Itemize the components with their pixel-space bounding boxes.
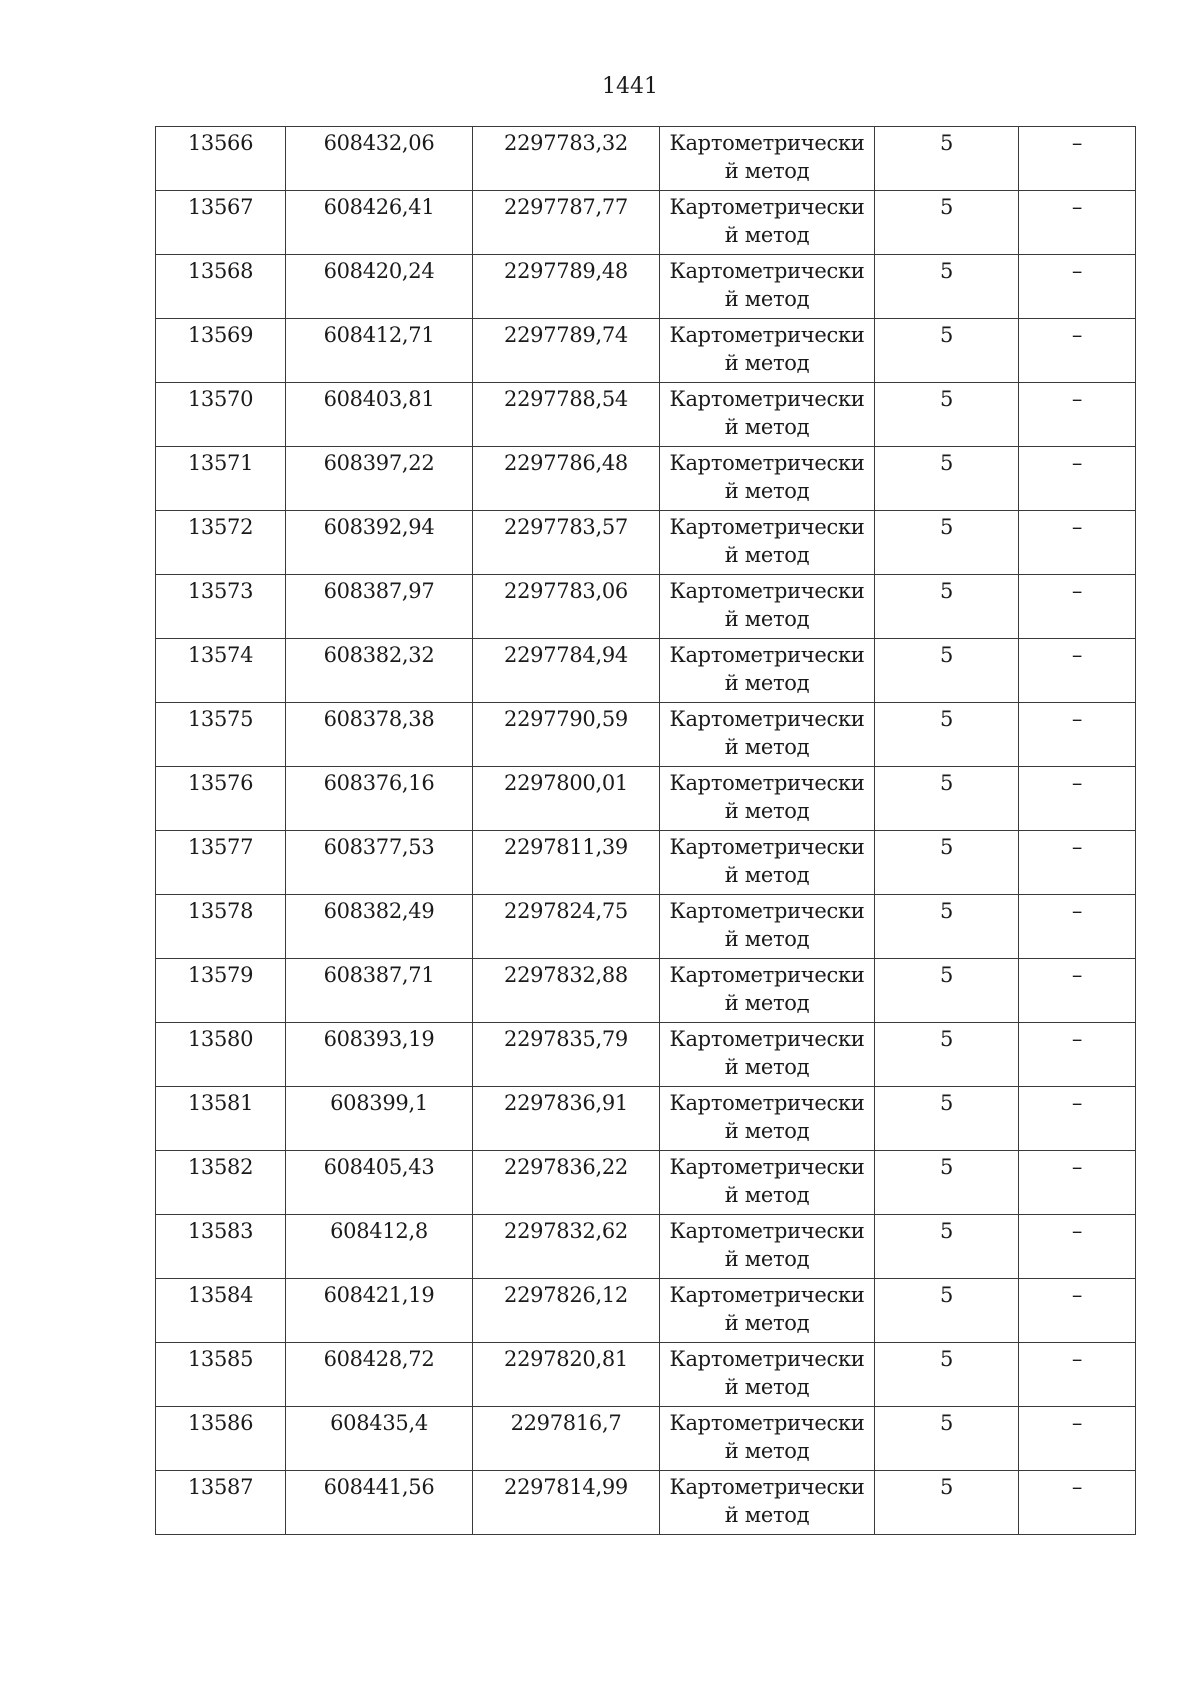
point-number-cell-text: 13578 — [187, 899, 254, 923]
point-number-cell — [156, 895, 286, 959]
x-coordinate-cell-text: 608397,22 — [323, 451, 435, 475]
y-coordinate-cell-text: 2297811,39 — [504, 835, 628, 859]
x-coordinate-cell — [286, 959, 473, 1023]
accuracy-cell-text: 5 — [939, 323, 954, 347]
method-cell-text: Картометрически й метод — [669, 1027, 865, 1079]
y-coordinate-cell — [473, 575, 660, 639]
point-number-cell — [156, 447, 286, 511]
point-number-cell — [156, 767, 286, 831]
point-number-cell-text: 13583 — [187, 1219, 254, 1243]
point-number-cell — [156, 1087, 286, 1151]
x-coordinate-cell — [286, 1279, 473, 1343]
y-coordinate-cell — [473, 959, 660, 1023]
point-number-cell — [156, 319, 286, 383]
y-coordinate-cell — [473, 1471, 660, 1535]
point-number-cell-text: 13577 — [187, 835, 254, 859]
accuracy-cell-text: 5 — [939, 1411, 954, 1435]
point-number-cell — [156, 127, 286, 191]
y-coordinate-cell — [473, 383, 660, 447]
method-cell — [660, 575, 875, 639]
y-coordinate-cell — [473, 319, 660, 383]
method-cell-text: Картометрически й метод — [669, 387, 865, 439]
method-cell — [660, 511, 875, 575]
x-coordinate-cell-text: 608441,56 — [323, 1475, 435, 1499]
accuracy-cell — [875, 1279, 1019, 1343]
point-number-cell-text: 13581 — [187, 1091, 254, 1115]
accuracy-cell — [875, 511, 1019, 575]
y-coordinate-cell-text: 2297836,22 — [504, 1155, 628, 1179]
coordinates-table — [155, 126, 1136, 1535]
accuracy-cell-text: 5 — [939, 1219, 954, 1243]
x-coordinate-cell — [286, 895, 473, 959]
point-number-cell — [156, 1279, 286, 1343]
note-cell — [1019, 127, 1136, 191]
table-row — [156, 383, 1136, 447]
note-cell-text: – — [1071, 195, 1083, 219]
method-cell — [660, 639, 875, 703]
point-number-cell — [156, 255, 286, 319]
point-number-cell-text: 13574 — [187, 643, 254, 667]
point-number-cell-text: 13576 — [187, 771, 254, 795]
y-coordinate-cell-text: 2297814,99 — [504, 1475, 628, 1499]
accuracy-cell-text: 5 — [939, 1155, 954, 1179]
accuracy-cell-text: 5 — [939, 899, 954, 923]
accuracy-cell-text: 5 — [939, 963, 954, 987]
note-cell-text: – — [1071, 1155, 1083, 1179]
accuracy-cell — [875, 191, 1019, 255]
y-coordinate-cell — [473, 1407, 660, 1471]
coordinates-table-body — [156, 127, 1136, 1535]
note-cell — [1019, 1279, 1136, 1343]
x-coordinate-cell — [286, 703, 473, 767]
x-coordinate-cell — [286, 1343, 473, 1407]
y-coordinate-cell-text: 2297835,79 — [504, 1027, 628, 1051]
method-cell — [660, 1087, 875, 1151]
method-cell — [660, 959, 875, 1023]
table-row — [156, 255, 1136, 319]
point-number-cell — [156, 1023, 286, 1087]
accuracy-cell — [875, 767, 1019, 831]
table-row — [156, 575, 1136, 639]
accuracy-cell-text: 5 — [939, 131, 954, 155]
note-cell-text: – — [1071, 1475, 1083, 1499]
y-coordinate-cell-text: 2297832,62 — [504, 1219, 628, 1243]
note-cell — [1019, 639, 1136, 703]
accuracy-cell — [875, 255, 1019, 319]
method-cell-text: Картометрически й метод — [669, 259, 865, 311]
note-cell — [1019, 831, 1136, 895]
table-row — [156, 447, 1136, 511]
method-cell-text: Картометрически й метод — [669, 835, 865, 887]
accuracy-cell-text: 5 — [939, 579, 954, 603]
y-coordinate-cell-text: 2297820,81 — [504, 1347, 628, 1371]
note-cell — [1019, 191, 1136, 255]
accuracy-cell — [875, 1023, 1019, 1087]
accuracy-cell-text: 5 — [939, 835, 954, 859]
y-coordinate-cell — [473, 831, 660, 895]
point-number-cell-text: 13570 — [187, 387, 254, 411]
note-cell-text: – — [1071, 579, 1083, 603]
x-coordinate-cell-text: 608377,53 — [323, 835, 435, 859]
method-cell-text: Картометрически й метод — [669, 451, 865, 503]
x-coordinate-cell — [286, 255, 473, 319]
y-coordinate-cell — [473, 895, 660, 959]
method-cell — [660, 127, 875, 191]
point-number-cell-text: 13573 — [187, 579, 254, 603]
y-coordinate-cell-text: 2297826,12 — [504, 1283, 628, 1307]
accuracy-cell-text: 5 — [939, 515, 954, 539]
note-cell — [1019, 1151, 1136, 1215]
accuracy-cell-text: 5 — [939, 387, 954, 411]
method-cell — [660, 1343, 875, 1407]
x-coordinate-cell-text: 608387,71 — [323, 963, 435, 987]
accuracy-cell-text: 5 — [939, 1283, 954, 1307]
method-cell-text: Картометрически й метод — [669, 1347, 865, 1399]
point-number-cell — [156, 639, 286, 703]
y-coordinate-cell-text: 2297789,74 — [504, 323, 628, 347]
note-cell — [1019, 1215, 1136, 1279]
table-row — [156, 767, 1136, 831]
method-cell-text: Картометрически й метод — [669, 1155, 865, 1207]
x-coordinate-cell — [286, 1087, 473, 1151]
method-cell-text: Картометрически й метод — [669, 771, 865, 823]
x-coordinate-cell-text: 608432,06 — [323, 131, 435, 155]
point-number-cell-text: 13572 — [187, 515, 254, 539]
accuracy-cell — [875, 447, 1019, 511]
table-row — [156, 1343, 1136, 1407]
method-cell-text: Картометрически й метод — [669, 1411, 865, 1463]
point-number-cell-text: 13567 — [187, 195, 254, 219]
point-number-cell-text: 13587 — [187, 1475, 254, 1499]
accuracy-cell — [875, 319, 1019, 383]
x-coordinate-cell — [286, 127, 473, 191]
y-coordinate-cell-text: 2297788,54 — [504, 387, 628, 411]
note-cell-text: – — [1071, 771, 1083, 795]
x-coordinate-cell — [286, 831, 473, 895]
point-number-cell — [156, 959, 286, 1023]
point-number-cell — [156, 1215, 286, 1279]
accuracy-cell-text: 5 — [939, 1475, 954, 1499]
point-number-cell — [156, 383, 286, 447]
x-coordinate-cell-text: 608435,4 — [330, 1411, 428, 1435]
note-cell-text: – — [1071, 963, 1083, 987]
table-row — [156, 639, 1136, 703]
note-cell — [1019, 575, 1136, 639]
accuracy-cell — [875, 575, 1019, 639]
note-cell — [1019, 895, 1136, 959]
y-coordinate-cell-text: 2297832,88 — [504, 963, 628, 987]
method-cell — [660, 191, 875, 255]
point-number-cell-text: 13575 — [187, 707, 254, 731]
x-coordinate-cell — [286, 767, 473, 831]
table-row — [156, 191, 1136, 255]
method-cell-text: Картометрически й метод — [669, 643, 865, 695]
y-coordinate-cell-text: 2297800,01 — [504, 771, 628, 795]
table-row — [156, 1151, 1136, 1215]
y-coordinate-cell-text: 2297824,75 — [504, 899, 628, 923]
x-coordinate-cell — [286, 319, 473, 383]
y-coordinate-cell — [473, 767, 660, 831]
table-row — [156, 703, 1136, 767]
method-cell-text: Картометрически й метод — [669, 195, 865, 247]
accuracy-cell-text: 5 — [939, 643, 954, 667]
method-cell-text: Картометрически й метод — [669, 899, 865, 951]
note-cell — [1019, 1087, 1136, 1151]
y-coordinate-cell — [473, 1343, 660, 1407]
x-coordinate-cell-text: 608428,72 — [323, 1347, 435, 1371]
accuracy-cell — [875, 1151, 1019, 1215]
table-row — [156, 831, 1136, 895]
note-cell — [1019, 447, 1136, 511]
y-coordinate-cell — [473, 447, 660, 511]
note-cell-text: – — [1071, 515, 1083, 539]
x-coordinate-cell-text: 608399,1 — [330, 1091, 428, 1115]
table-row — [156, 1279, 1136, 1343]
accuracy-cell-text: 5 — [939, 707, 954, 731]
accuracy-cell-text: 5 — [939, 259, 954, 283]
y-coordinate-cell-text: 2297787,77 — [504, 195, 628, 219]
note-cell — [1019, 1023, 1136, 1087]
table-row — [156, 1087, 1136, 1151]
y-coordinate-cell — [473, 191, 660, 255]
note-cell — [1019, 703, 1136, 767]
method-cell — [660, 319, 875, 383]
x-coordinate-cell-text: 608382,49 — [323, 899, 435, 923]
x-coordinate-cell-text: 608393,19 — [323, 1027, 435, 1051]
x-coordinate-cell-text: 608392,94 — [323, 515, 435, 539]
point-number-cell — [156, 1471, 286, 1535]
table-row — [156, 959, 1136, 1023]
accuracy-cell-text: 5 — [939, 195, 954, 219]
y-coordinate-cell-text: 2297786,48 — [504, 451, 628, 475]
x-coordinate-cell-text: 608412,8 — [330, 1219, 428, 1243]
point-number-cell — [156, 511, 286, 575]
x-coordinate-cell-text: 608403,81 — [323, 387, 435, 411]
note-cell-text: – — [1071, 451, 1083, 475]
y-coordinate-cell-text: 2297789,48 — [504, 259, 628, 283]
note-cell — [1019, 1343, 1136, 1407]
note-cell-text: – — [1071, 835, 1083, 859]
y-coordinate-cell — [473, 255, 660, 319]
note-cell — [1019, 383, 1136, 447]
method-cell — [660, 1279, 875, 1343]
table-row — [156, 1215, 1136, 1279]
note-cell-text: – — [1071, 1091, 1083, 1115]
y-coordinate-cell-text: 2297783,06 — [504, 579, 628, 603]
method-cell-text: Картометрически й метод — [669, 1475, 865, 1527]
x-coordinate-cell — [286, 1215, 473, 1279]
y-coordinate-cell-text: 2297816,7 — [510, 1411, 622, 1435]
note-cell — [1019, 255, 1136, 319]
accuracy-cell — [875, 127, 1019, 191]
y-coordinate-cell — [473, 1279, 660, 1343]
table-row — [156, 1407, 1136, 1471]
point-number-cell-text: 13566 — [187, 131, 254, 155]
method-cell-text: Картометрически й метод — [669, 515, 865, 567]
x-coordinate-cell — [286, 1023, 473, 1087]
x-coordinate-cell — [286, 511, 473, 575]
method-cell-text: Картометрически й метод — [669, 963, 865, 1015]
point-number-cell-text: 13584 — [187, 1283, 254, 1307]
accuracy-cell-text: 5 — [939, 451, 954, 475]
accuracy-cell-text: 5 — [939, 1091, 954, 1115]
point-number-cell-text: 13571 — [187, 451, 254, 475]
point-number-cell — [156, 1343, 286, 1407]
y-coordinate-cell-text: 2297790,59 — [504, 707, 628, 731]
method-cell — [660, 1407, 875, 1471]
y-coordinate-cell — [473, 703, 660, 767]
note-cell — [1019, 511, 1136, 575]
method-cell-text: Картометрически й метод — [669, 323, 865, 375]
note-cell-text: – — [1071, 1027, 1083, 1051]
method-cell — [660, 703, 875, 767]
x-coordinate-cell — [286, 639, 473, 703]
note-cell-text: – — [1071, 1411, 1083, 1435]
accuracy-cell — [875, 1087, 1019, 1151]
y-coordinate-cell-text: 2297836,91 — [504, 1091, 628, 1115]
method-cell — [660, 1023, 875, 1087]
method-cell — [660, 831, 875, 895]
x-coordinate-cell-text: 608426,41 — [323, 195, 435, 219]
table-row — [156, 511, 1136, 575]
method-cell — [660, 447, 875, 511]
table-row — [156, 895, 1136, 959]
x-coordinate-cell-text: 608421,19 — [323, 1283, 435, 1307]
point-number-cell — [156, 1151, 286, 1215]
accuracy-cell — [875, 1343, 1019, 1407]
accuracy-cell — [875, 895, 1019, 959]
point-number-cell-text: 13586 — [187, 1411, 254, 1435]
accuracy-cell — [875, 831, 1019, 895]
x-coordinate-cell — [286, 1407, 473, 1471]
table-row — [156, 1023, 1136, 1087]
x-coordinate-cell-text: 608405,43 — [323, 1155, 435, 1179]
accuracy-cell — [875, 1407, 1019, 1471]
x-coordinate-cell-text: 608382,32 — [323, 643, 435, 667]
x-coordinate-cell-text: 608376,16 — [323, 771, 435, 795]
note-cell-text: – — [1071, 643, 1083, 667]
method-cell-text: Картометрически й метод — [669, 1091, 865, 1143]
point-number-cell-text: 13585 — [187, 1347, 254, 1371]
accuracy-cell — [875, 383, 1019, 447]
point-number-cell — [156, 1407, 286, 1471]
point-number-cell-text: 13569 — [187, 323, 254, 347]
x-coordinate-cell-text: 608420,24 — [323, 259, 435, 283]
method-cell-text: Картометрически й метод — [669, 131, 865, 183]
point-number-cell — [156, 191, 286, 255]
y-coordinate-cell-text: 2297783,57 — [504, 515, 628, 539]
y-coordinate-cell-text: 2297784,94 — [504, 643, 628, 667]
x-coordinate-cell — [286, 383, 473, 447]
method-cell — [660, 255, 875, 319]
y-coordinate-cell — [473, 1215, 660, 1279]
accuracy-cell — [875, 639, 1019, 703]
method-cell — [660, 1151, 875, 1215]
table-row — [156, 127, 1136, 191]
y-coordinate-cell — [473, 639, 660, 703]
method-cell-text: Картометрически й метод — [669, 1219, 865, 1271]
point-number-cell-text: 13580 — [187, 1027, 254, 1051]
method-cell-text: Картометрически й метод — [669, 1283, 865, 1335]
x-coordinate-cell-text: 608378,38 — [323, 707, 435, 731]
page-number: 1441 — [602, 74, 658, 99]
method-cell — [660, 383, 875, 447]
point-number-cell — [156, 575, 286, 639]
y-coordinate-cell — [473, 1151, 660, 1215]
x-coordinate-cell — [286, 191, 473, 255]
note-cell — [1019, 767, 1136, 831]
method-cell — [660, 767, 875, 831]
accuracy-cell — [875, 703, 1019, 767]
table-row — [156, 319, 1136, 383]
note-cell-text: – — [1071, 387, 1083, 411]
point-number-cell-text: 13582 — [187, 1155, 254, 1179]
note-cell — [1019, 1407, 1136, 1471]
x-coordinate-cell-text: 608387,97 — [323, 579, 435, 603]
accuracy-cell-text: 5 — [939, 1027, 954, 1051]
note-cell-text: – — [1071, 1347, 1083, 1371]
y-coordinate-cell — [473, 1087, 660, 1151]
note-cell-text: – — [1071, 1283, 1083, 1307]
x-coordinate-cell — [286, 1151, 473, 1215]
method-cell-text: Картометрически й метод — [669, 707, 865, 759]
note-cell-text: – — [1071, 131, 1083, 155]
accuracy-cell-text: 5 — [939, 1347, 954, 1371]
point-number-cell — [156, 831, 286, 895]
note-cell-text: – — [1071, 1219, 1083, 1243]
note-cell-text: – — [1071, 707, 1083, 731]
note-cell — [1019, 1471, 1136, 1535]
y-coordinate-cell-text: 2297783,32 — [504, 131, 628, 155]
note-cell — [1019, 959, 1136, 1023]
y-coordinate-cell — [473, 1023, 660, 1087]
method-cell — [660, 1471, 875, 1535]
method-cell — [660, 895, 875, 959]
x-coordinate-cell-text: 608412,71 — [323, 323, 435, 347]
point-number-cell-text: 13568 — [187, 259, 254, 283]
method-cell — [660, 1215, 875, 1279]
y-coordinate-cell — [473, 511, 660, 575]
accuracy-cell-text: 5 — [939, 771, 954, 795]
accuracy-cell — [875, 1215, 1019, 1279]
accuracy-cell — [875, 1471, 1019, 1535]
point-number-cell-text: 13579 — [187, 963, 254, 987]
method-cell-text: Картометрически й метод — [669, 579, 865, 631]
x-coordinate-cell — [286, 575, 473, 639]
x-coordinate-cell — [286, 447, 473, 511]
note-cell-text: – — [1071, 899, 1083, 923]
x-coordinate-cell — [286, 1471, 473, 1535]
y-coordinate-cell — [473, 127, 660, 191]
note-cell-text: – — [1071, 259, 1083, 283]
note-cell — [1019, 319, 1136, 383]
note-cell-text: – — [1071, 323, 1083, 347]
point-number-cell — [156, 703, 286, 767]
table-row — [156, 1471, 1136, 1535]
accuracy-cell — [875, 959, 1019, 1023]
